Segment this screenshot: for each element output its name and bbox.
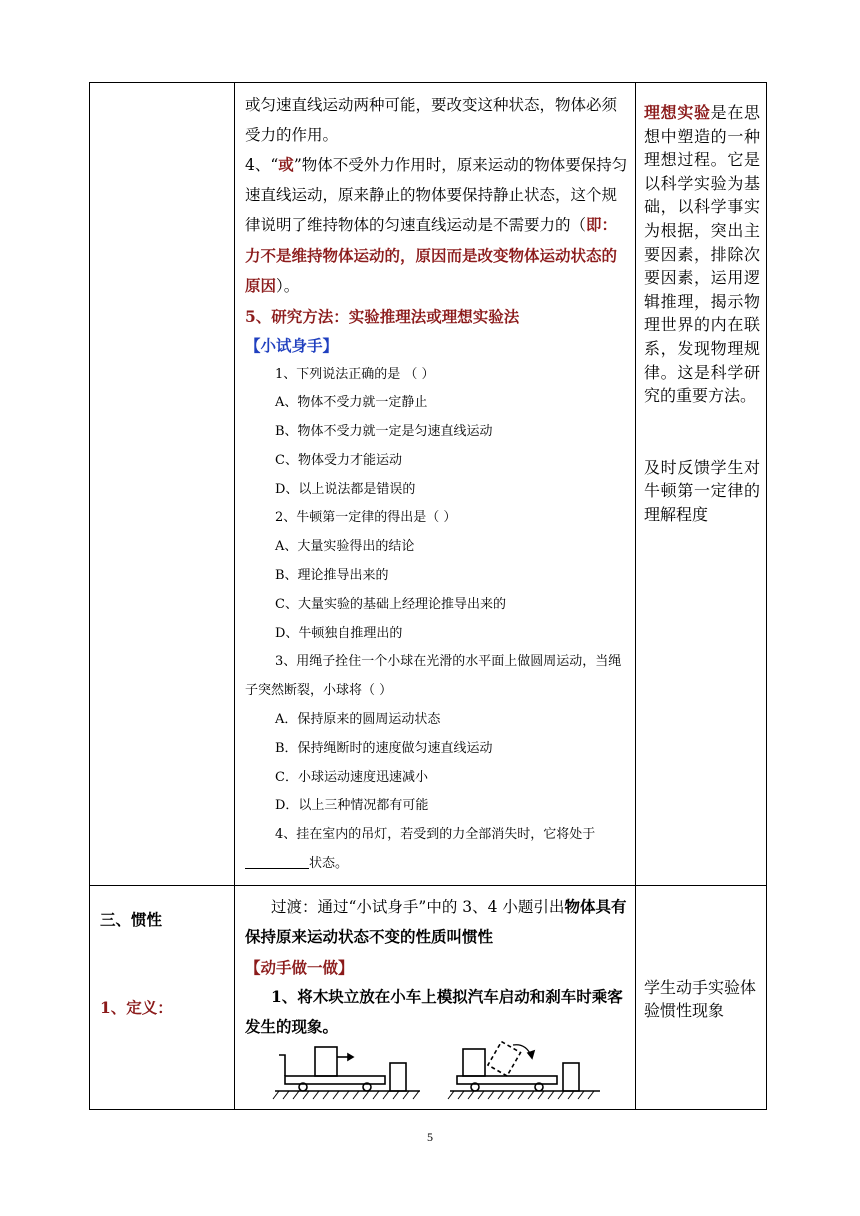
left-cell-inertia [90,885,235,1110]
left-cell-empty [90,83,235,886]
transition-paragraph: 过渡：通过“小试身手”中的 3、4 小题引出物体具有保持原来运动状态不变的性质叫惯性 [245,896,627,947]
option: B、物体不受力就一定是匀速直线运动 [275,424,493,440]
option: A、物体不受力就一定静止 [275,395,428,411]
paragraph-state: 或匀速直线运动两种可能，要改变这种状态，物体必须受力的作用。 [245,96,618,144]
section-heading: 三、惯性 [100,909,163,929]
research-method: 5、研究方法：实验推理法或理想实验法 [245,306,520,326]
cart-illustration [245,1041,625,1105]
section-hands-on: 【动手做一做】 [245,957,354,977]
option: C、物体受力才能运动 [275,452,402,468]
option: A、大量实验得出的结论 [275,539,415,555]
option: B、理论推导出来的 [275,568,389,584]
section-try: 【小试身手】 [245,336,339,355]
answer-blank[interactable] [245,852,309,869]
option: C．小球运动速度迅速减小 [275,769,428,785]
option: D．以上三种情况都有可能 [275,798,429,814]
option: A．保持原来的圆周运动状态 [275,712,441,728]
option: C、大量实验的基础上经理论推导出来的 [275,596,506,612]
option: D、以上说法都是错误的 [275,481,416,497]
option: B．保持绳断时的速度做匀速直线运动 [275,740,493,756]
lesson-table [89,82,767,1110]
option: D、牛顿独自推理出的 [275,625,403,641]
question-2: 2、牛顿第一定律的得出是（ ） [275,510,457,526]
table-row [90,885,767,1110]
side-cell-2 [636,885,767,1110]
question-1: 1、下列说法正确的是 （ ） [275,366,435,382]
main-cell [235,83,636,886]
question-4: 4、挂在室内的吊灯，若受到的力全部消失时，它将处于状态。 [245,821,629,879]
side-cell [636,83,767,886]
page-number: 5 [427,1130,433,1144]
main-cell-2 [235,885,636,1110]
definition-label: 1、定义： [100,997,173,1017]
paragraph-law: 4、“或”物体不受外力作用时，原来运动的物体要保持匀速直线运动，原来静止的物体要保持静止状态，这个规律说明了维持物体的匀速直线运动是不需要力的（即：力不是维持物体运动的，原因而是改变物体运动状态的原因）。 [245,155,628,295]
experiment-step: 1、将木块立放在小车上模拟汽车启动和刹车时乘客发生的现象。 [245,987,623,1036]
side-note-hands-on: 学生动手实验体验惯性现象 [644,977,757,1021]
side-note-ideal-experiment: 理想实验是在思想中塑造的一种理想过程。它是以科学实验为基础，以科学事实为根据，突出主要因素，排除次要因素，运用逻辑推理，揭示物理世界的内在联系，发现物理规律。这是科学研究的重要方法。 [644,103,760,406]
side-note-feedback: 及时反馈学生对牛顿第一定律的理解程度 [644,457,760,524]
question-3: 3、用绳子拴住一个小球在光滑的水平面上做圆周运动，当绳子突然断裂，小球将（ ） [245,654,622,699]
table-row [90,83,767,886]
exercises [245,361,629,879]
